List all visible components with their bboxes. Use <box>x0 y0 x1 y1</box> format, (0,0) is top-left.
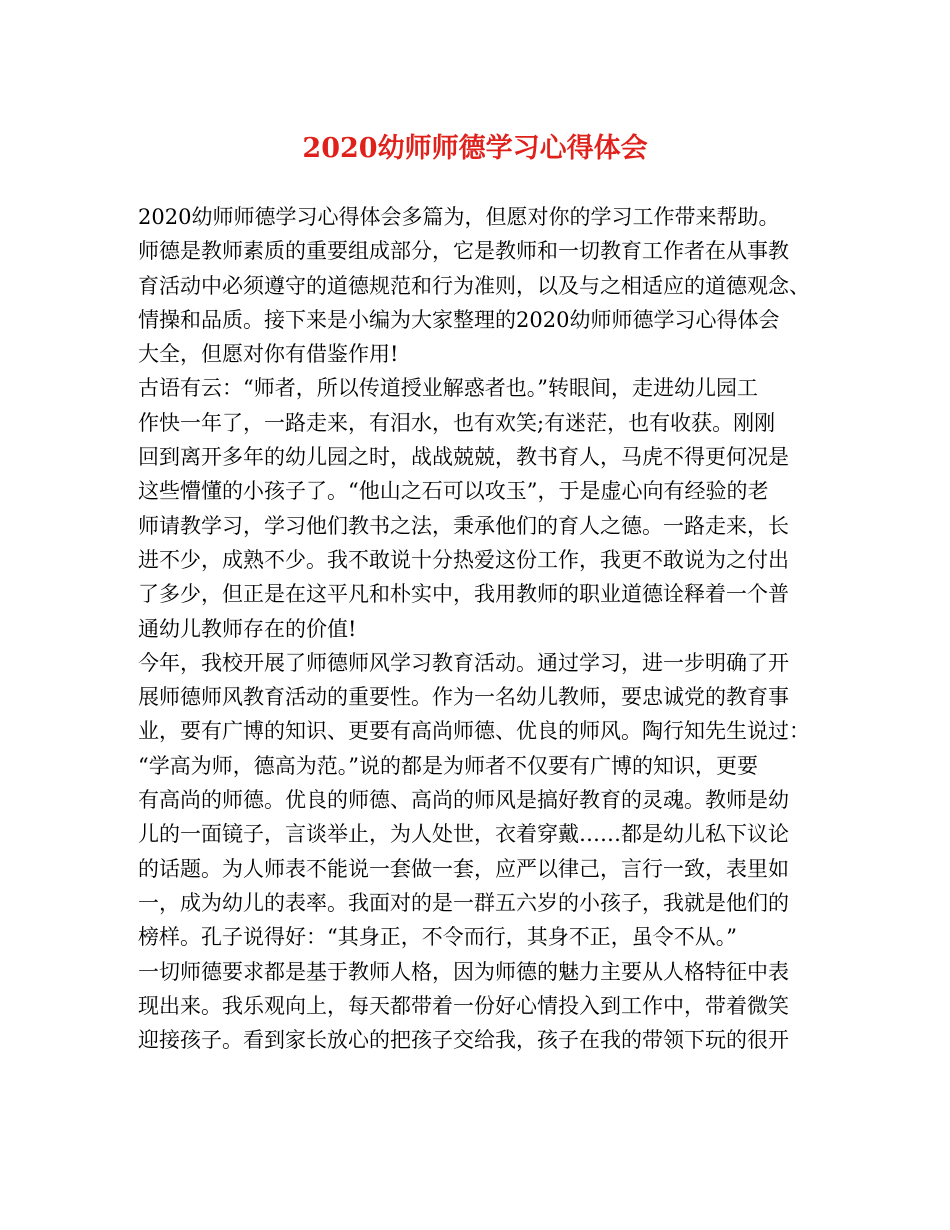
text-line: 作快一年了，一路走来，有泪水，也有欢笑;有迷茫，也有收获。刚刚 <box>138 410 776 435</box>
text-line: 展师德师风教育活动的重要性。作为一名幼儿教师，要忠诚党的教育事 <box>138 685 789 710</box>
text-line: 通幼儿教师存在的价值! <box>138 616 357 641</box>
text-line: 了多少，但正是在这平凡和朴实中，我用教师的职业道德诠释着一个普 <box>138 582 789 607</box>
text-line: “学高为师，德高为范。”说的都是为师者不仅要有广博的知识，更要 <box>138 753 758 778</box>
text-line: 2020幼师师德学习心得体会多篇为，但愿对你的学习工作带来帮助。 <box>138 205 780 229</box>
text-line: 师请教学习，学习他们教书之法，秉承他们的育人之德。一路走来，长 <box>138 513 789 538</box>
text-line: 今年，我校开展了师德师风学习教育活动。通过学习，进一步明确了开 <box>138 650 789 675</box>
text-line: 这些懵懂的小孩子了。“他山之石可以攻玉”，于是虚心向有经验的老 <box>138 479 769 504</box>
text-line: 业，要有广博的知识、更要有高尚师德、优良的师风。陶行知先生说过： <box>138 719 810 744</box>
paragraph <box>138 234 828 371</box>
text-line: 情操和品质。接下来是小编为大家整理的2020幼师师德学习心得体会 <box>138 307 780 332</box>
text-line: 迎接孩子。看到家长放心的把孩子交给我，孩子在我的带领下玩的很开 <box>138 1028 789 1053</box>
text-line: 有高尚的师德。优良的师德、高尚的师风是搞好教育的灵魂。教师是幼 <box>138 788 789 813</box>
document-title: 2020幼师师德学习心得体会 <box>302 133 648 164</box>
text-line: 的话题。为人师表不能说一套做一套，应严以律己，言行一致，表里如 <box>138 856 789 881</box>
paragraph <box>138 371 828 645</box>
text-line: 古语有云：“师者，所以传道授业解惑者也。”转眼间，走进幼儿园工 <box>138 376 758 401</box>
text-line: 师德是教师素质的重要组成部分，它是教师和一切教育工作者在从事教 <box>138 239 789 264</box>
paragraph <box>138 200 828 234</box>
text-line: 进不少，成熟不少。我不敢说十分热爱这份工作，我更不敢说为之付出 <box>138 547 789 572</box>
text-line: 儿的一面镜子，言谈举止，为人处世，衣着穿戴……都是幼儿私下议论 <box>138 822 789 847</box>
text-line: 现出来。我乐观向上，每天都带着一份好心情投入到工作中，带着微笑 <box>138 993 789 1018</box>
paragraph <box>138 955 828 1058</box>
text-line: 回到离开多年的幼儿园之时，战战兢兢，教书育人，马虎不得更何况是 <box>138 445 789 470</box>
text-line: 榜样。孔子说得好：“其身正，不令而行，其身不正，虽令不从。” <box>138 925 737 950</box>
paragraph <box>138 646 828 955</box>
text-line: 大全，但愿对你有借鉴作用! <box>138 342 399 367</box>
text-line: 育活动中必须遵守的道德规范和行为准则，以及与之相适应的道德观念、 <box>138 273 810 298</box>
text-line: 一切师德要求都是基于教师人格，因为师德的魅力主要从人格特征中表 <box>138 959 789 984</box>
document-body <box>138 200 828 1057</box>
text-line: 一，成为幼儿的表率。我面对的是一群五六岁的小孩子，我就是他们的 <box>138 890 789 915</box>
